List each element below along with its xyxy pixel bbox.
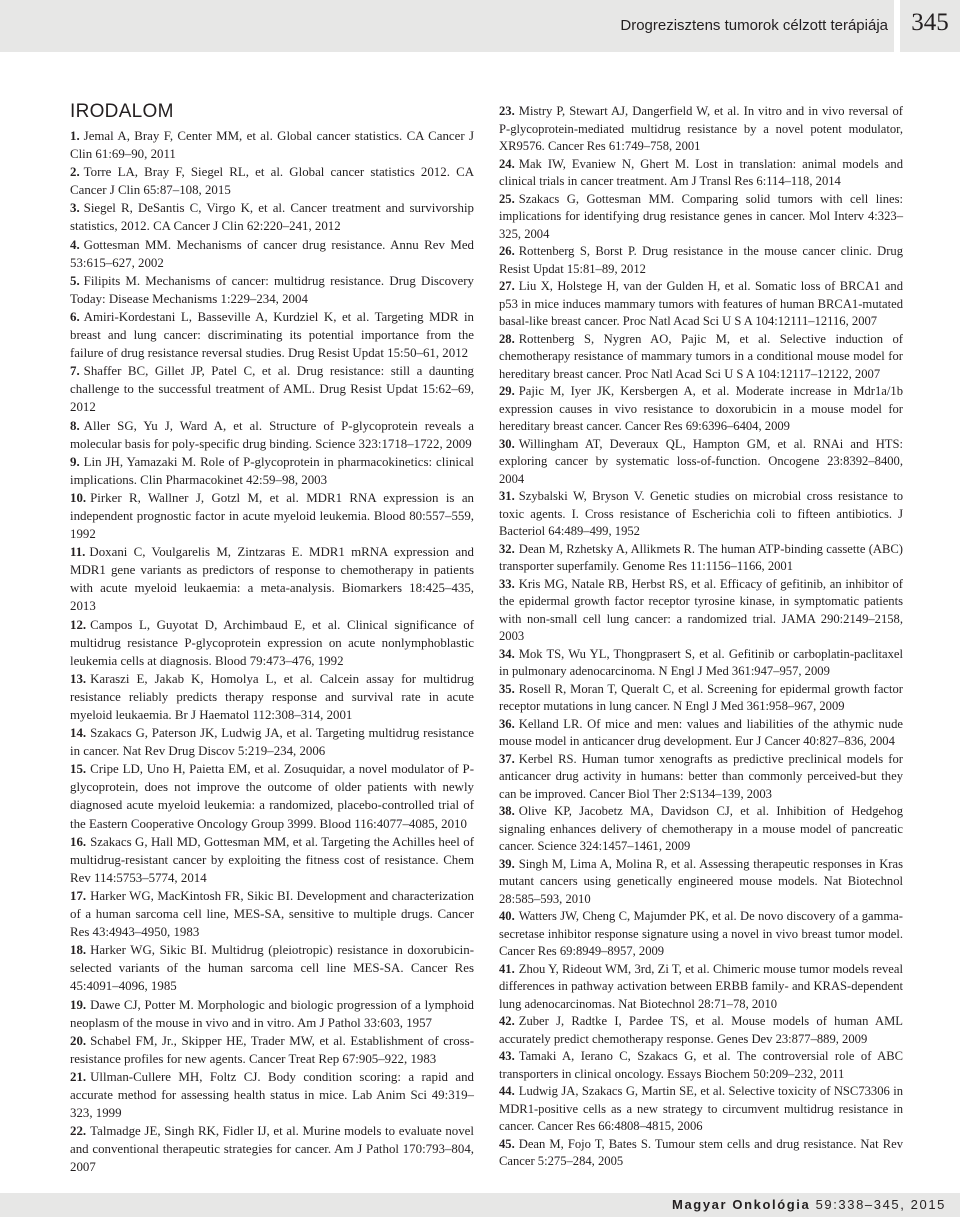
reference-item: [70, 272, 474, 308]
reference-item: [70, 941, 474, 995]
reference-text: Mak IW, Evaniew N, Ghert M. Lost in translation: animal models and clinical trials in cancer treatment. Am J Transl Res 6:114–118, 2014: [499, 156, 903, 188]
reference-text: Szakacs G, Paterson JK, Ludwig JA, et al. Targeting multidrug resistance in cancer. Nat Rev Drug Discov 5:219–234, 2006: [70, 726, 474, 759]
reference-item: [70, 724, 474, 760]
reference-number: 17.: [70, 888, 87, 903]
reference-item: [70, 887, 474, 941]
reference-text: Ludwig JA, Szakacs G, Martin SE, et al. Selective toxicity of NSC73306 in MDR1-positive cells as a new strategy to circumvent multidrug resistance in cancer. Cancer Res 66:4808–4815, 2006: [499, 1084, 903, 1133]
reference-item: [499, 541, 903, 576]
header-divider: [894, 0, 900, 52]
reference-item: [499, 436, 903, 489]
reference-text: Lin JH, Yamazaki M. Role of P-glycoprotein in pharmacokinetics: clinical implications. Clin Pharmacokinet 42:59–98, 2003: [70, 454, 474, 487]
reference-number: 45.: [499, 1136, 515, 1151]
reference-text: Kerbel RS. Human tumor xenografts as predictive preclinical models for anticancer drug activity in humans: better than commonly perceived-but they can be improved. Cancer Biol Ther 2:S134–139, 2003: [499, 751, 903, 801]
reference-number: 25.: [499, 191, 515, 206]
reference-text: Campos L, Guyotat D, Archimbaud E, et al. Clinical significance of multidrug resistance P-glycoprotein expression on acute nonlymphoblastic leukemia cells at diagnosis. Blood 79:473–476, 1992: [70, 617, 474, 668]
reference-text: Kelland LR. Of mice and men: values and liabilities of the athymic nude mouse model in anticancer drug development. Eur J Cancer 40:827–836, 2004: [499, 716, 903, 748]
reference-item: [499, 961, 903, 1014]
reference-text: Mistry P, Stewart AJ, Dangerfield W, et al. In vitro and in vivo reversal of P-glycoprotein-mediated multidrug resistance by a novel potent modulator, XR9576. Cancer Res 61:749–758, 2001: [499, 104, 903, 153]
reference-number: 21.: [70, 1069, 87, 1084]
reference-item: [70, 127, 474, 163]
reference-item: [70, 236, 474, 272]
reference-item: [499, 576, 903, 646]
reference-number: 3.: [70, 201, 80, 216]
reference-number: 24.: [499, 156, 515, 171]
reference-number: 29.: [499, 384, 515, 398]
references-column-left: [70, 127, 474, 1176]
reference-number: 12.: [70, 617, 87, 632]
reference-item: [499, 716, 903, 751]
reference-text: Schabel FM, Jr., Skipper HE, Trader MW, et al. Establishment of cross-resistance profiles for new agents. Cancer Treat Rep 67:905–922, 1983: [70, 1033, 474, 1066]
reference-number: 14.: [70, 726, 87, 741]
reference-text: Siegel R, DeSantis C, Virgo K, et al. Cancer treatment and survivorship statistics, 2012. CA Cancer J Clin 62:220–241, 2012: [70, 201, 474, 234]
reference-number: 33.: [499, 576, 515, 591]
running-title: Drogrezisztens tumorok célzott terápiája: [620, 17, 888, 34]
reference-item: [70, 199, 474, 235]
reference-item: [499, 278, 903, 331]
reference-number: 41.: [499, 961, 515, 976]
reference-item: [499, 1083, 903, 1136]
reference-item: [70, 308, 474, 362]
reference-number: 23.: [499, 104, 515, 118]
reference-number: 39.: [499, 856, 515, 871]
reference-number: 31.: [499, 489, 515, 503]
reference-number: 40.: [499, 909, 515, 923]
reference-text: Szybalski W, Bryson V. Genetic studies on microbial cross resistance to toxic agents. I. Cross resistance of Escherichia coli to fifteen antibiotics. J Bacteriol 64:489–499, 1952: [499, 489, 903, 538]
reference-item: [70, 833, 474, 887]
footer-citation: 59:338–345, 2015: [815, 1197, 946, 1212]
reference-number: 16.: [70, 834, 87, 849]
reference-number: 26.: [499, 244, 515, 258]
reference-item: [70, 1068, 474, 1122]
reference-text: Filipits M. Mechanisms of cancer: multidrug resistance. Drug Discovery Today: Disease Mechanisms 1:229–234, 2004: [70, 273, 474, 306]
reference-number: 22.: [70, 1124, 87, 1139]
reference-text: Dawe CJ, Potter M. Morphologic and biologic progression of a lymphoid neoplasm of the mouse in vivo and in vitro. Am J Pathol 33:603, 1957: [70, 997, 474, 1030]
reference-text: Pirker R, Wallner J, Gotzl M, et al. MDR1 RNA expression is an independent prognostic factor in acute myeloid leukemia. Blood 80:557–559, 1992: [70, 490, 474, 542]
reference-text: Mok TS, Wu YL, Thongprasert S, et al. Gefitinib or carboplatin-paclitaxel in pulmonary adenocarcinoma. N Engl J Med 361:947–957, 2009: [499, 646, 903, 678]
reference-text: Watters JW, Cheng C, Majumder PK, et al. De novo discovery of a gamma-secretase inhibitor response signature using a novel in vivo breast tumor model. Cancer Res 69:8949–8957, 2009: [499, 909, 903, 958]
reference-text: Pajic M, Iyer JK, Kersbergen A, et al. Moderate increase in Mdr1a/1b expression causes in vivo resistance to doxorubicin in a mouse model for hereditary breast cancer. Cancer Res 69:6396–6404, 2009: [499, 384, 903, 433]
reference-number: 44.: [499, 1084, 515, 1098]
reference-item: [499, 1013, 903, 1048]
reference-text: Rottenberg S, Borst P. Drug resistance in the mouse cancer clinic. Drug Resist Updat 15:81–89, 2012: [499, 244, 903, 276]
reference-number: 15.: [70, 762, 87, 777]
reference-item: [499, 646, 903, 681]
reference-item: [499, 856, 903, 909]
reference-text: Szakacs G, Gottesman MM. Comparing solid tumors with cell lines: implications for identifying drug resistance genes in cancer. Mol Interv 4:323–325, 2004: [499, 191, 903, 241]
reference-number: 43.: [499, 1049, 515, 1063]
reference-number: 36.: [499, 716, 515, 731]
reference-item: [70, 362, 474, 416]
reference-number: 4.: [70, 237, 80, 252]
reference-item: [499, 803, 903, 856]
reference-number: 11.: [70, 545, 86, 560]
reference-item: [70, 163, 474, 199]
reference-text: Singh M, Lima A, Molina R, et al. Assessing therapeutic responses in Kras mutant cancers using genetically engineered mouse models. Nat Biotechnol 28:585–593, 2010: [499, 856, 903, 906]
reference-number: 20.: [70, 1033, 87, 1048]
reference-text: Ullman-Cullere MH, Foltz CJ. Body condition scoring: a rapid and accurate method for assessing health status in mice. Lab Anim Sci 49:319–323, 1999: [70, 1069, 474, 1121]
footer-journal: Magyar Onkológia: [672, 1197, 811, 1212]
reference-text: Amiri-Kordestani L, Basseville A, Kurdziel K, et al. Targeting MDR in breast and lung cancer: discriminating its potential importance from the failure of drug resistance reversal studies. Drug Resist Updat 15:50–61, 2012: [70, 309, 474, 361]
reference-text: Harker WG, Sikic BI. Multidrug (pleiotropic) resistance in doxorubicin-selected variants of the human sarcoma cell line MES-SA. Cancer Res 45:4091–4096, 1985: [70, 943, 474, 994]
page-number: 345: [911, 9, 949, 36]
reference-item: [499, 191, 903, 244]
reference-text: Karaszi E, Jakab K, Homolya L, et al. Calcein assay for multidrug resistance reliably predicts therapy response and survival rate in acute myeloid leukaemia. Br J Haematol 112:308–314, 2001: [70, 671, 474, 722]
reference-text: Doxani C, Voulgarelis M, Zintzaras E. MDR1 mRNA expression and MDR1 gene variants as predictors of response to chemotherapy in patients with acute myeloid leukaemia: a meta-analysis. Biomarkers 18:425–435, 2013: [70, 545, 474, 614]
reference-text: Cripe LD, Uno H, Paietta EM, et al. Zosuquidar, a novel modulator of P-glycoprotein, does not improve the outcome of older patients with newly diagnosed acute myeloid leukemia: a randomized, placebo-controlled trial of the Eastern Cooperative Oncology Group 3999. Blood 116:4077–4085, 2010: [70, 762, 474, 831]
reference-number: 8.: [70, 418, 80, 433]
reference-text: Dean M, Rzhetsky A, Allikmets R. The human ATP-binding cassette (ABC) transporter superfamily. Genome Res 11:1156–1166, 2001: [499, 541, 903, 573]
reference-item: [499, 1136, 903, 1171]
reference-item: [499, 751, 903, 804]
reference-number: 27.: [499, 279, 515, 293]
reference-text: Rottenberg S, Nygren AO, Pajic M, et al. Selective induction of chemotherapy resistance of mammary tumors in a conditional mouse model for hereditary breast cancer. Proc Natl Acad Sci U S A 104:12117–12122, 2007: [499, 331, 903, 381]
reference-text: Zhou Y, Rideout WM, 3rd, Zi T, et al. Chimeric mouse tumor models reveal differences in pathway activation between ERBB family- and KRAS-dependent lung adenocarcinomas. Nat Biotechnol 28:71–78, 2010: [499, 961, 903, 1011]
reference-item: [499, 331, 903, 384]
reference-text: Szakacs G, Hall MD, Gottesman MM, et al. Targeting the Achilles heel of multidrug-resistant cancer by exploiting the fitness cost of resistance. Chem Rev 114:5753–5774, 2014: [70, 834, 474, 885]
reference-item: [70, 616, 474, 670]
reference-item: [499, 383, 903, 436]
reference-item: [499, 1048, 903, 1083]
reference-item: [499, 681, 903, 716]
reference-item: [499, 908, 903, 961]
reference-text: Shaffer BC, Gillet JP, Patel C, et al. Drug resistance: still a daunting challenge to the successful treatment of AML. Drug Resist Updat 15:62–69, 2012: [70, 364, 474, 415]
reference-text: Tamaki A, Ierano C, Szakacs G, et al. The controversial role of ABC transporters in clinical oncology. Essays Biochem 50:209–232, 2011: [499, 1049, 903, 1081]
reference-item: [70, 489, 474, 543]
reference-item: [70, 453, 474, 489]
reference-number: 37.: [499, 751, 515, 766]
reference-text: Gottesman MM. Mechanisms of cancer drug resistance. Annu Rev Med 53:615–627, 2002: [70, 237, 474, 270]
reference-text: Olive KP, Jacobetz MA, Davidson CJ, et al. Inhibition of Hedgehog signaling enhances delivery of chemotherapy in a mouse model of pancreatic cancer. Science 324:1457–1461, 2009: [499, 804, 903, 853]
reference-text: Dean M, Fojo T, Bates S. Tumour stem cells and drug resistance. Nat Rev Cancer 5:275–284, 2005: [499, 1136, 903, 1168]
running-footer: [0, 1193, 960, 1217]
reference-number: 6.: [70, 309, 80, 324]
reference-text: Harker WG, MacKintosh FR, Sikic BI. Development and characterization of a human sarcoma cell line, MES-SA, sensitive to multiple drugs. Cancer Res 43:4943–4950, 1983: [70, 888, 474, 940]
reference-text: Aller SG, Yu J, Ward A, et al. Structure of P-glycoprotein reveals a molecular basis for poly-specific drug binding. Science 323:1718–1722, 2009: [70, 418, 474, 451]
references-column-right: [499, 103, 903, 1171]
reference-number: 35.: [499, 681, 515, 696]
reference-number: 5.: [70, 273, 80, 288]
reference-item: [499, 156, 903, 191]
reference-text: Kris MG, Natale RB, Herbst RS, et al. Efficacy of gefitinib, an inhibitor of the epidermal growth factor receptor tyrosine kinase, in symptomatic patients with non-small cell lung cancer: a randomized trial. JAMA 290:2149–2158, 2003: [499, 576, 903, 643]
reference-text: Talmadge JE, Singh RK, Fidler IJ, et al. Murine models to evaluate novel and conventional therapeutic strategies for cancer. Am J Pathol 170:793–804, 2007: [70, 1124, 474, 1175]
reference-item: [70, 1032, 474, 1068]
reference-number: 18.: [70, 943, 87, 958]
reference-number: 34.: [499, 646, 515, 661]
running-header: [0, 0, 960, 52]
reference-number: 1.: [70, 129, 80, 143]
reference-number: 7.: [70, 364, 80, 379]
reference-item: [499, 103, 903, 156]
reference-text: Rosell R, Moran T, Queralt C, et al. Screening for epidermal growth factor receptor mutations in lung cancer. N Engl J Med 361:958–967, 2009: [499, 681, 903, 713]
reference-number: 10.: [70, 490, 87, 505]
reference-item: [70, 670, 474, 724]
reference-number: 30.: [499, 436, 515, 451]
reference-number: 2.: [70, 165, 80, 180]
reference-text: Willingham AT, Deveraux QL, Hampton GM, et al. RNAi and HTS: exploring cancer by systematic loss-of-function. Oncogene 23:8392–8400, 2004: [499, 436, 903, 486]
reference-number: 32.: [499, 541, 515, 556]
footer-citation-line: [672, 1197, 946, 1212]
reference-item: [499, 243, 903, 278]
reference-number: 28.: [499, 331, 515, 346]
reference-text: Jemal A, Bray F, Center MM, et al. Global cancer statistics. CA Cancer J Clin 61:69–90, 2011: [70, 129, 474, 162]
reference-text: Torre LA, Bray F, Siegel RL, et al. Global cancer statistics 2012. CA Cancer J Clin 65:87–108, 2015: [70, 165, 474, 198]
reference-item: [499, 488, 903, 541]
reference-text: Zuber J, Radtke I, Pardee TS, et al. Mouse models of human AML accurately predict chemotherapy response. Genes Dev 23:877–889, 2009: [499, 1014, 903, 1046]
reference-text: Liu X, Holstege H, van der Gulden H, et al. Somatic loss of BRCA1 and p53 in mice induces mammary tumors with features of human BRCA1-mutated basal-like breast cancer. Proc Natl Acad Sci U S A 104:12111–12116, 2007: [499, 279, 903, 328]
reference-item: [70, 543, 474, 615]
reference-number: 9.: [70, 454, 80, 469]
reference-item: [70, 996, 474, 1032]
reference-item: [70, 760, 474, 832]
reference-number: 19.: [70, 997, 87, 1012]
section-heading: IRODALOM: [70, 101, 174, 122]
reference-number: 38.: [499, 804, 515, 818]
reference-number: 42.: [499, 1014, 515, 1028]
reference-item: [70, 1122, 474, 1176]
reference-number: 13.: [70, 671, 87, 686]
reference-item: [70, 417, 474, 453]
